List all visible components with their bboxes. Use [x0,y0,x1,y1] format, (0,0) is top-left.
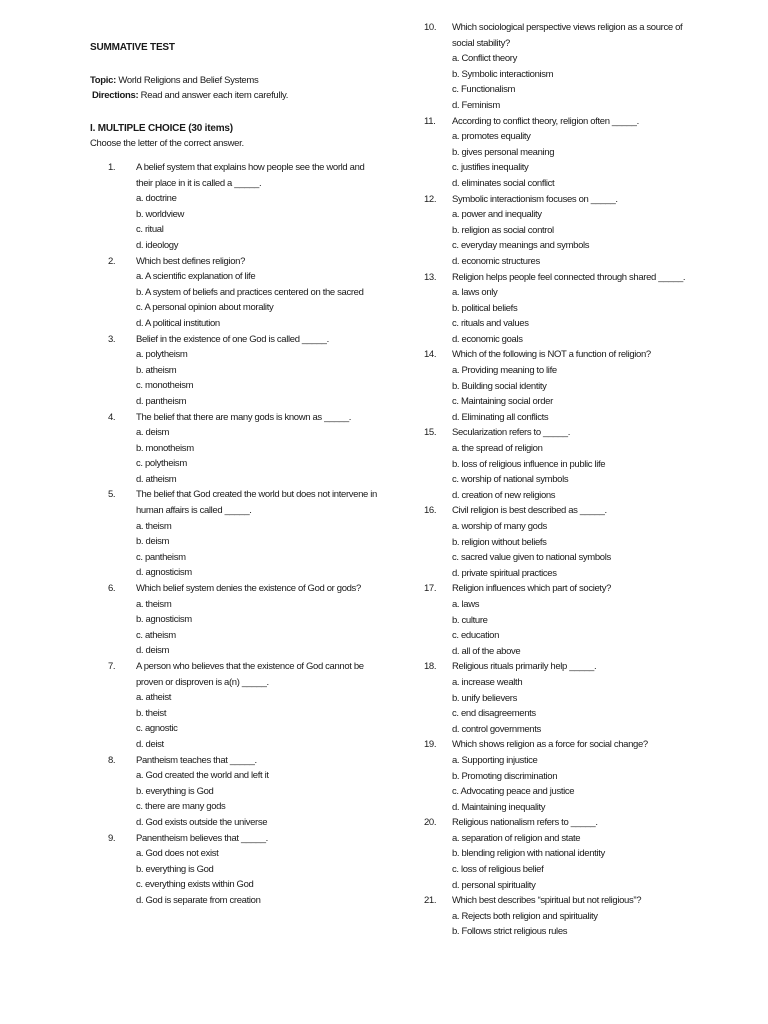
answer-option: b. agnosticism [136,614,192,626]
answer-option: d. economic goals [452,333,523,345]
question-line [108,254,378,270]
question-item [424,815,694,893]
question-item [424,347,694,425]
question-item [424,581,694,659]
topic-line [90,73,390,88]
question-line [108,659,378,690]
question-text: The belief that God created the world but does not intervene in human affairs is called _____. [136,489,377,517]
question-item [424,893,694,940]
answer-option: a. polytheism [136,349,188,361]
question-text: Which shows religion as a force for social change? [452,739,648,751]
question-line [424,20,694,51]
answer-option: a. promotes equality [452,131,531,143]
answer-option: b. atheism [136,364,177,376]
section-heading [90,121,390,151]
question-text: A person who believes that the existence of God cannot be proven or disproven is a(n) _____. [136,661,364,688]
answer-option: b. gives personal meaning [452,146,555,158]
question-number: 13. [424,271,437,283]
question-item [108,254,378,332]
question-text: Belief in the existence of one God is called _____. [136,333,329,345]
answer-option: c. polytheism [136,458,187,470]
answer-option: d. eliminates social conflict [452,177,555,189]
question-item [108,659,378,753]
answer-option: b. religion as social control [452,224,554,236]
answer-option: b. deism [136,536,170,548]
answer-option: a. doctrine [136,193,177,205]
answer-option: d. deist [136,738,164,750]
answer-option: d. creation of new religions [452,489,556,501]
answer-option: d. A political institution [136,317,220,329]
question-text: A belief system that explains how people see the world and their place in it is called a _____. [136,162,365,189]
question-number: 2. [108,255,116,267]
question-item [424,270,694,348]
question-number: 5. [108,489,116,501]
answer-option: b. monotheism [136,442,194,454]
answer-option: d. economic structures [452,255,540,267]
answer-option: d. Maintaining inequality [452,801,546,813]
question-number: 3. [108,333,116,345]
answer-option: c. Advocating peace and justice [452,786,575,798]
question-text: Which best defines religion? [136,255,246,267]
question-line [108,332,378,348]
question-line [108,753,378,769]
answer-option: d. pantheism [136,395,187,407]
question-number: 18. [424,661,437,673]
directions-line [92,88,390,103]
answer-option: a. deism [136,427,170,439]
question-text: Panentheism believes that _____. [136,832,268,844]
answer-option: c. atheism [136,629,176,641]
topic-text: World Religions and Belief Systems [118,75,259,86]
question-number: 21. [424,895,437,907]
answer-option: c. agnostic [136,723,178,735]
answer-option: a. separation of religion and state [452,832,581,844]
answer-option: a. Providing meaning to life [452,365,557,377]
question-item [424,114,694,192]
answer-option: b. culture [452,614,488,626]
question-line [424,192,694,208]
question-line [108,160,378,191]
question-text: Symbolic interactionism focuses on _____. [452,193,618,205]
answer-option: a. God created the world and left it [136,770,269,782]
question-line [424,893,694,909]
answer-option: d. God is separate from creation [136,894,261,906]
answer-option: a. the spread of religion [452,443,543,455]
question-text: Religion influences which part of society? [452,583,612,595]
question-number: 7. [108,661,116,672]
answer-option: d. control governments [452,723,541,735]
question-text: Religious rituals primarily help _____. [452,661,597,673]
answer-option: a. power and inequality [452,209,542,221]
answer-option: c. Maintaining social order [452,396,553,408]
question-number: 11. [424,115,436,127]
answer-option: a. worship of many gods [452,521,547,532]
question-text: Civil religion is best described as _____. [452,505,607,517]
answer-option: c. justifies inequality [452,162,529,174]
question-text: According to conflict theory, religion often _____. [452,115,639,127]
question-text: Which of the following is NOT a function of religion? [452,349,651,361]
question-item [108,831,378,909]
question-item [424,659,694,737]
answer-option: b. unify believers [452,692,517,704]
question-line [108,410,378,426]
answer-option: b. Symbolic interactionism [452,68,554,80]
question-number: 1. [108,162,116,173]
section-title: I. MULTIPLE CHOICE (30 items) [90,123,233,134]
question-line [424,347,694,363]
question-number: 6. [108,583,116,595]
answer-option: d. God exists outside the universe [136,816,268,828]
answer-option: d. agnosticism [136,567,192,579]
answer-option: a. atheist [136,692,172,704]
question-text: Religious nationalism refers to _____. [452,817,598,829]
answer-option: a. laws [452,598,480,610]
answer-option: c. everyday meanings and symbols [452,240,590,252]
question-item [424,20,694,114]
answer-option: c. pantheism [136,551,186,563]
answer-option: a. God does not exist [136,848,219,860]
question-number: 17. [424,583,437,595]
questions-column-right [424,20,694,940]
answer-option: c. education [452,630,500,642]
answer-option: a. theism [136,520,172,532]
answer-option: b. blending religion with national identity [452,848,605,860]
question-item [424,737,694,815]
question-line [108,487,378,518]
answer-option: a. theism [136,598,172,610]
question-text: Which belief system denies the existence of God or gods? [136,583,361,595]
answer-option: d. all of the above [452,645,521,657]
answer-option: d. deism [136,645,170,657]
answer-option: b. everything is God [136,863,214,875]
question-line [424,659,694,675]
answer-option: c. end disagreements [452,708,536,720]
question-text: Secularization refers to _____. [452,427,571,439]
question-number: 19. [424,739,437,751]
answer-option: d. Eliminating all conflicts [452,411,549,423]
question-line [424,737,694,753]
question-number: 16. [424,505,437,517]
topic-label: Topic: [90,75,116,86]
question-item [424,192,694,270]
question-line [424,114,694,130]
answer-option: c. ritual [136,224,164,236]
question-text: Which sociological perspective views religion as a source of social stability? [452,22,683,49]
answer-option: b. A system of beliefs and practices centered on the sacred [136,286,364,298]
questions-column-left [108,160,378,909]
question-line [424,503,694,519]
document-title: SUMMATIVE TEST [90,42,175,53]
answer-option: c. everything exists within God [136,879,254,891]
answer-option: c. there are many gods [136,801,226,813]
answer-option: d. Feminism [452,99,500,111]
question-item [108,581,378,659]
question-number: 12. [424,193,437,205]
answer-option: a. laws only [452,287,498,299]
question-line [424,815,694,831]
answer-option: a. A scientific explanation of life [136,271,256,283]
answer-option: b. worldview [136,208,185,220]
question-text: The belief that there are many gods is known as _____. [136,411,352,423]
answer-option: c. monotheism [136,380,194,392]
answer-option: d. atheism [136,473,177,485]
answer-option: b. theist [136,707,167,719]
question-item [108,487,378,581]
question-number: 9. [108,832,116,844]
answer-option: d. ideology [136,239,179,251]
section-instructions: Choose the letter of the correct answer. [90,138,244,149]
answer-option: a. Rejects both religion and spirituality [452,910,598,922]
question-number: 15. [424,427,437,439]
question-number: 14. [424,349,437,361]
answer-option: d. personal spirituality [452,879,536,891]
answer-option: b. religion without beliefs [452,536,547,548]
question-number: 4. [108,411,116,423]
question-text: Pantheism teaches that _____. [136,754,257,766]
question-line [108,831,378,847]
answer-option: d. private spiritual practices [452,567,557,579]
question-item [108,332,378,410]
answer-option: c. A personal opinion about morality [136,302,274,314]
answer-option: c. worship of national symbols [452,474,569,486]
answer-option: a. Supporting injustice [452,754,538,766]
answer-option: b. everything is God [136,785,214,797]
answer-option: b. Follows strict religious rules [452,926,568,938]
question-text: Which best describes “spiritual but not religious”? [452,895,642,907]
question-number: 10. [424,22,437,33]
test-header [90,40,390,151]
question-line [424,270,694,286]
question-number: 20. [424,817,437,829]
answer-option: c. rituals and values [452,318,529,330]
answer-option: b. political beliefs [452,302,518,314]
question-number: 8. [108,754,116,766]
answer-option: b. Promoting discrimination [452,770,558,782]
question-text: Religion helps people feel connected through shared _____. [452,271,686,283]
question-item [108,410,378,488]
answer-option: a. increase wealth [452,676,523,688]
question-item [424,503,694,581]
answer-option: c. loss of religious belief [452,864,544,876]
answer-option: c. Functionalism [452,84,516,96]
answer-option: b. Building social identity [452,380,547,392]
question-line [424,581,694,597]
directions-text: Read and answer each item carefully. [140,90,289,101]
answer-option: a. Conflict theory [452,53,517,65]
question-item [424,425,694,503]
question-line [424,425,694,441]
question-item [108,753,378,831]
question-item [108,160,378,254]
answer-option: c. sacred value given to national symbols [452,552,611,564]
question-line [108,581,378,597]
directions-label: Directions: [92,90,139,101]
answer-option: b. loss of religious influence in public life [452,458,606,470]
